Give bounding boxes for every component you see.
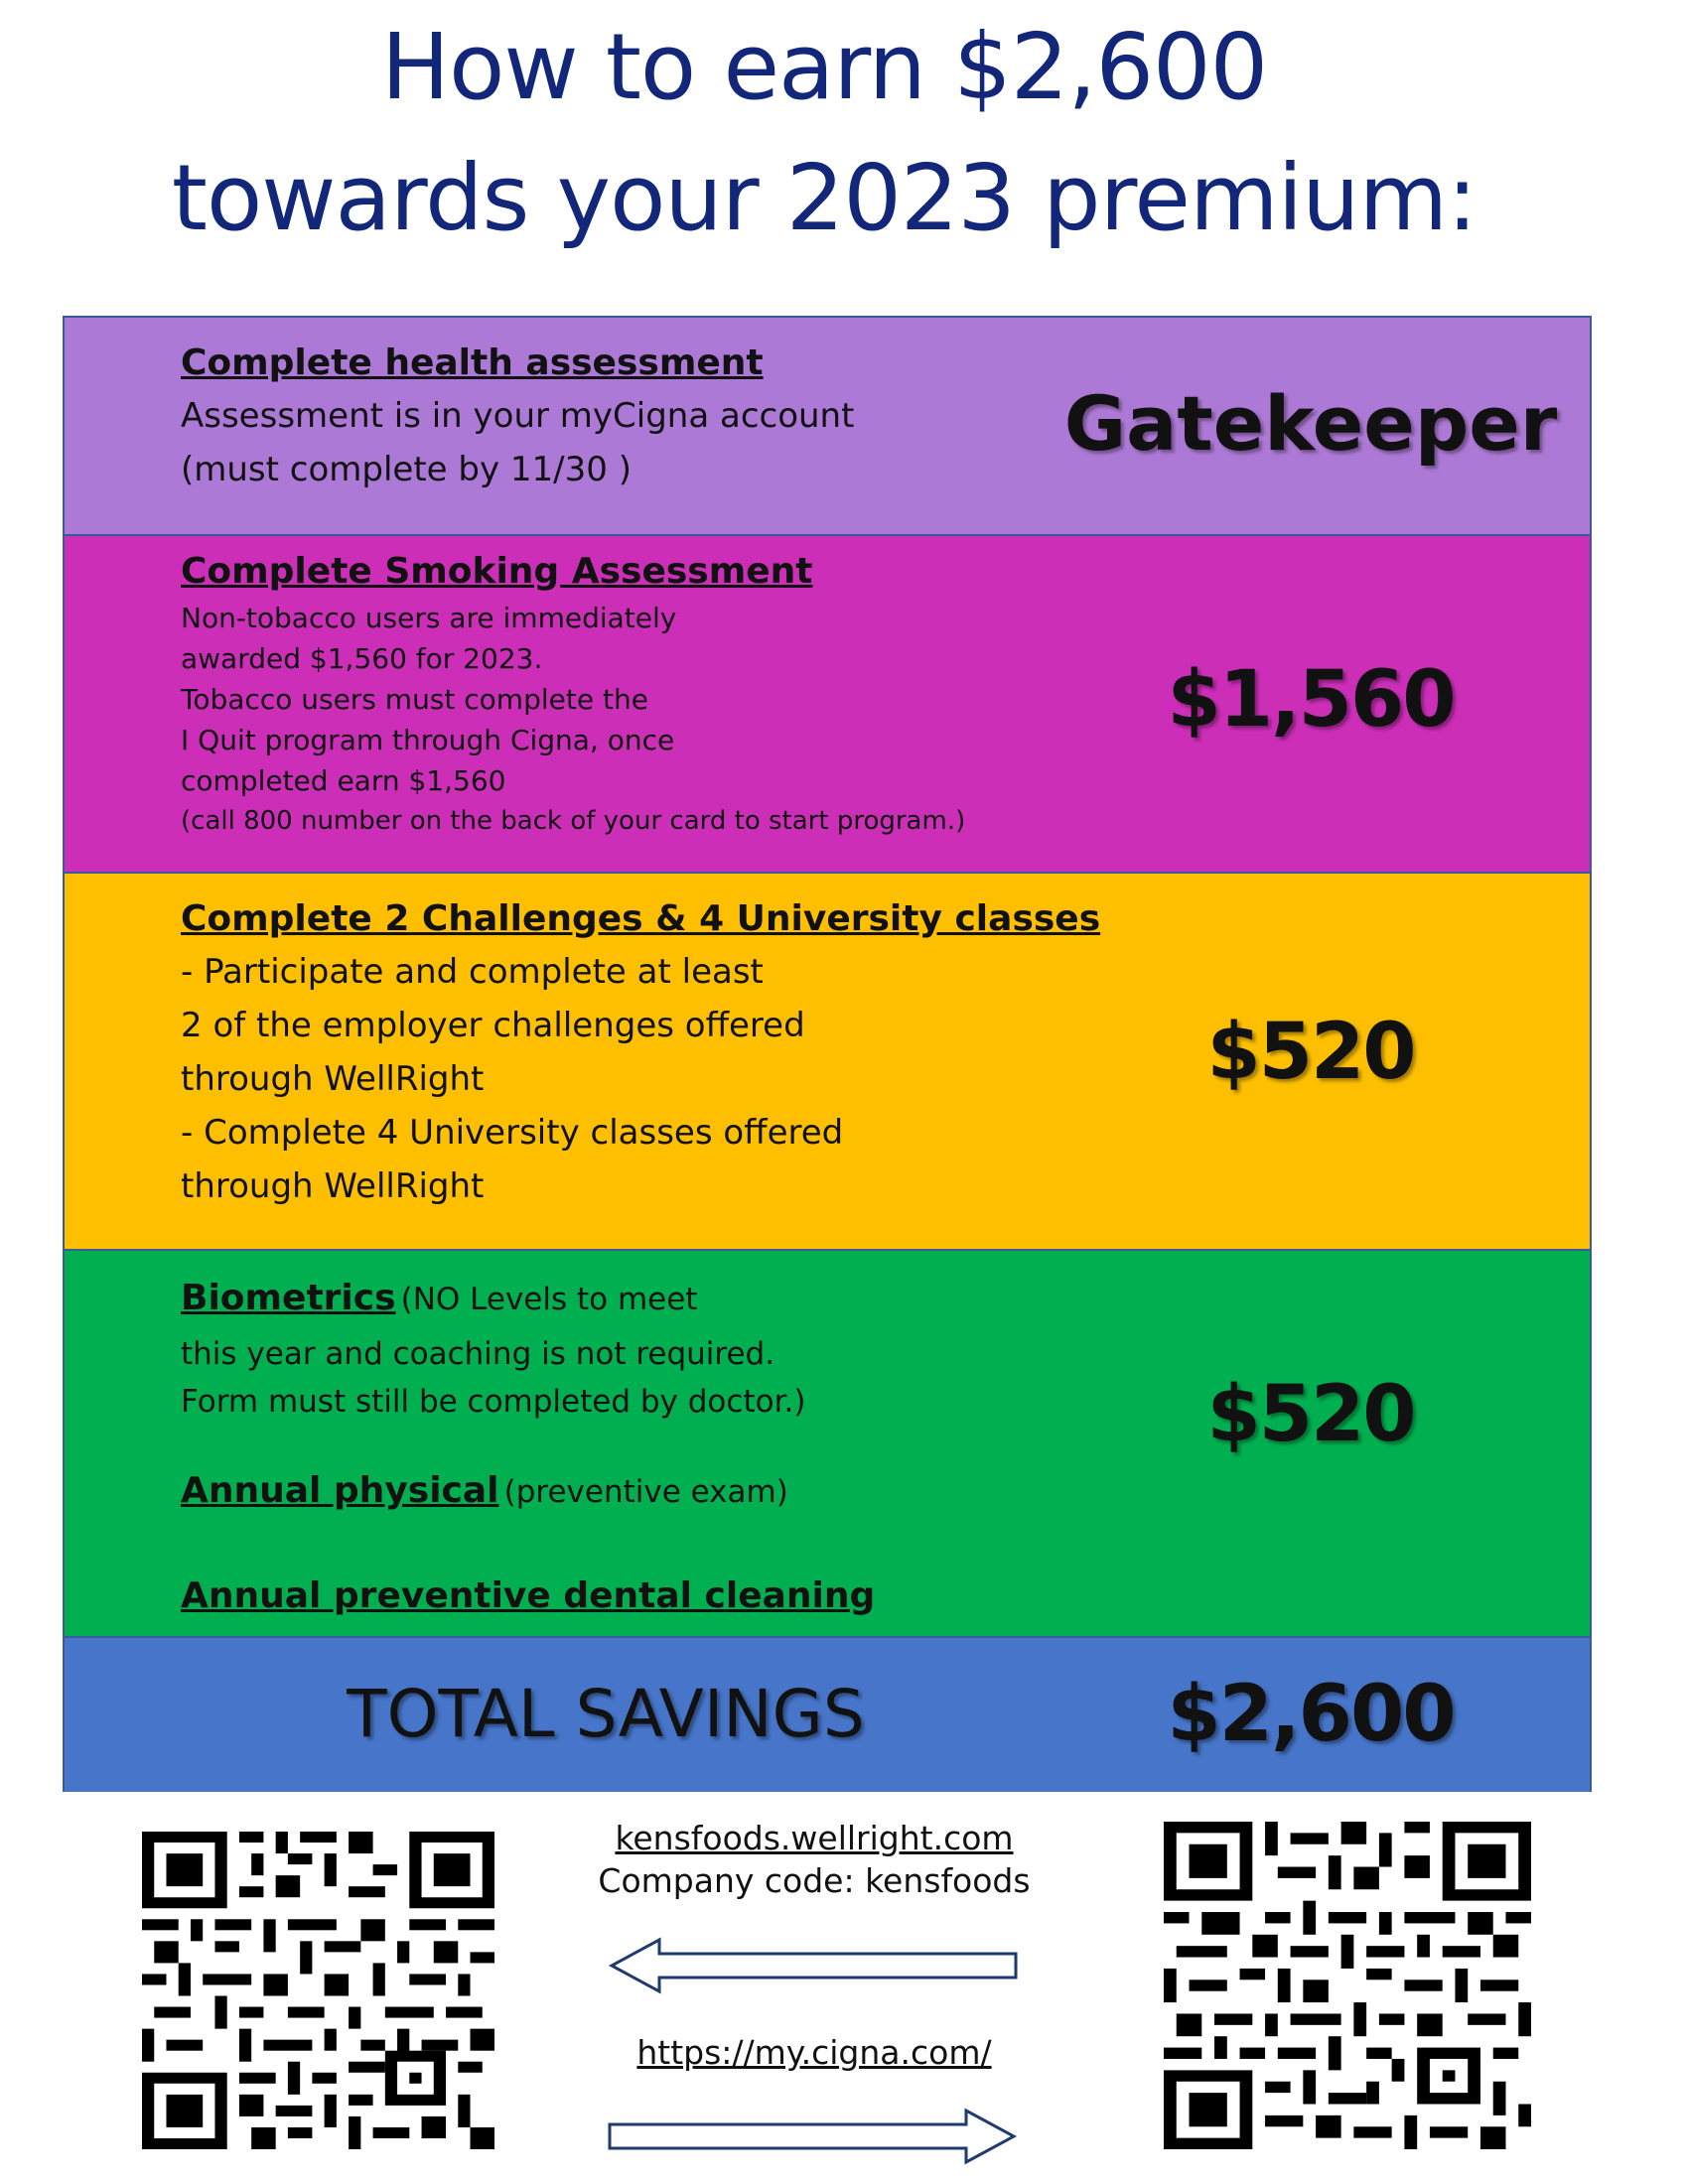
biometrics-row <box>65 1251 1590 1638</box>
physical-heading: Annual physical <box>181 1470 499 1511</box>
health-assessment-row <box>65 318 1590 536</box>
smoking-line-2: awarded $1,560 for 2023. <box>181 642 543 675</box>
smoking-line-4: I Quit program through Cigna, once <box>181 724 675 756</box>
biometrics-text-3: Form must still be completed by doctor.) <box>181 1384 806 1420</box>
smoking-line-1: Non-tobacco users are immediately <box>181 602 677 634</box>
challenges-amount: $520 <box>1206 1008 1415 1097</box>
smoking-line-6: (call 800 number on the back of your card to start program.) <box>181 806 966 836</box>
wellright-link[interactable]: kensfoods.wellright.com <box>615 1819 1014 1857</box>
smoking-amount: $1,560 <box>1167 655 1455 745</box>
biometrics-text-2: this year and coaching is not required. <box>181 1336 775 1372</box>
title-line-1: How to earn $2,600 <box>380 14 1268 120</box>
dental-heading: Annual preventive dental cleaning <box>181 1575 876 1616</box>
cigna-qr-code <box>1164 1822 1531 2149</box>
total-row <box>65 1638 1590 1792</box>
total-label: TOTAL SAVINGS <box>347 1676 865 1752</box>
health-assessment-amount: Gatekeeper <box>1063 379 1558 468</box>
links-panel <box>556 1819 1072 1900</box>
challenges-line-4: - Complete 4 University classes offered <box>181 1113 844 1153</box>
challenges-line-2: 2 of the employer challenges offered <box>181 1006 805 1045</box>
health-assessment-line-2: (must complete by 11/30 ) <box>181 450 632 489</box>
title-line-2: towards your 2023 premium: <box>171 145 1477 251</box>
wellright-qr-code <box>142 1832 494 2149</box>
smoking-assessment-row <box>65 536 1590 874</box>
smoking-line-3: Tobacco users must complete the <box>181 683 648 716</box>
challenges-row <box>65 874 1590 1251</box>
smoking-assessment-heading: Complete Smoking Assessment <box>181 551 813 592</box>
challenges-line-1: - Participate and complete at least <box>181 952 764 992</box>
biometrics-amount: $520 <box>1206 1370 1415 1459</box>
cigna-link[interactable]: https://my.cigna.com/ <box>636 2033 992 2072</box>
right-arrow-icon <box>606 2107 1018 2166</box>
incentive-table <box>63 316 1592 1792</box>
health-assessment-heading: Complete health assessment <box>181 342 764 383</box>
health-assessment-line-1: Assessment is in your myCigna account <box>181 396 855 436</box>
biometrics-text-1: (NO Levels to meet <box>400 1282 698 1317</box>
challenges-line-3: through WellRight <box>181 1059 485 1099</box>
cigna-link-panel <box>556 2033 1072 2072</box>
total-amount: $2,600 <box>1167 1670 1455 1759</box>
page-title <box>0 0 1648 264</box>
company-code: Company code: kensfoods <box>598 1861 1031 1900</box>
challenges-heading: Complete 2 Challenges & 4 University classes <box>181 898 1101 939</box>
left-arrow-icon <box>608 1936 1020 1995</box>
challenges-line-5: through WellRight <box>181 1166 485 1206</box>
smoking-line-5: completed earn $1,560 <box>181 764 506 797</box>
biometrics-heading: Biometrics <box>181 1278 396 1318</box>
physical-text: (preventive exam) <box>503 1474 788 1510</box>
